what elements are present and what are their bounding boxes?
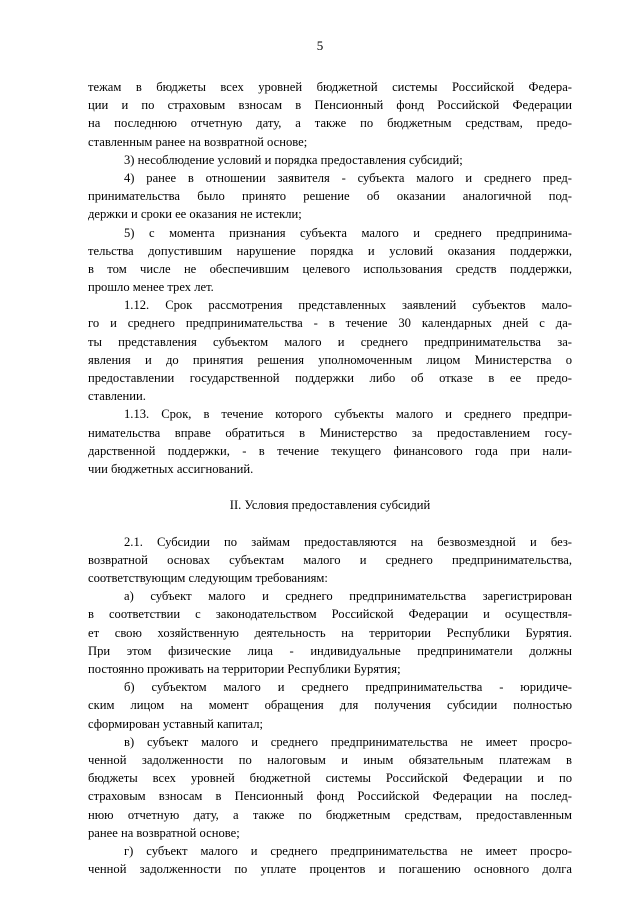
text-line: 1.12. Срок рассмотрения представленных заявлений субъектов мало-: [124, 298, 572, 313]
document-body: [88, 78, 572, 878]
text-line: в соответствии с законодательством Российской Федерации и осуществля-: [88, 607, 572, 622]
text-line: страховым взносам в Пенсионный фонд Российской Федерации на послед-: [88, 789, 572, 804]
text-line: 2.1. Субсидии по займам предоставляются на безвозмездной и без-: [124, 534, 572, 549]
text-line: дарственной поддержки, - в течение текущего финансового года при нали-: [88, 443, 572, 458]
text-line: сформирован уставный капитал;: [88, 716, 264, 731]
text-line: го и среднего предпринимательства - в течение 30 календарных дней с да-: [88, 316, 572, 331]
text-line: ставлении.: [88, 389, 146, 404]
text-line: тельства допустившим нарушение порядка и условий оказания поддержки,: [88, 243, 572, 258]
text-line: 1.13. Срок, в течение которого субъекты малого и среднего предпри-: [124, 407, 572, 422]
text-line: При этом физические лица - индивидуальные предприниматели должны: [88, 643, 572, 658]
paragraph-item-3: [88, 151, 572, 169]
text-line: 3) несоблюдение условий и порядка предоставления субсидий;: [124, 152, 463, 167]
paragraph-2-1: [88, 533, 572, 588]
text-line: б) субъектом малого и среднего предпринимательства - юридиче-: [124, 680, 572, 695]
text-line: ет свою хозяйственную деятельность на территории Республики Бурятия.: [88, 625, 572, 640]
text-line: держки и сроки ее оказания не истекли;: [88, 207, 302, 222]
spacer: [88, 478, 572, 496]
paragraph-1-13: [88, 405, 572, 478]
text-line: ставленным ранее на возвратной основе;: [88, 134, 308, 149]
text-line: на последнюю отчетную дату, а также по бюджетным средствам, предо-: [88, 116, 572, 131]
text-line: г) субъект малого и среднего предпринимательства не имеет просро-: [124, 843, 572, 858]
text-line: ченной задолженности по уплате процентов и погашению основного долга: [88, 862, 572, 877]
text-line: в том числе не обеспечившим целевого использования средств поддержки,: [88, 261, 572, 276]
text-line: 5) с момента признания субъекта малого и среднего предпринима-: [124, 225, 572, 240]
paragraph-item-v: [88, 733, 572, 842]
text-line: ции и по страховым взносам в Пенсионный фонд Российской Федерации: [88, 98, 572, 113]
text-line: чии бюджетных ассигнований.: [88, 461, 254, 476]
text-line: явления и до принятия решения уполномоченным лицом Министерства о: [88, 352, 572, 367]
text-line: нимательства вправе обратиться в Министерство за предоставлением госу-: [88, 425, 572, 440]
paragraph-item-5: [88, 224, 572, 297]
text-line: постоянно проживать на территории Республики Бурятия;: [88, 662, 401, 676]
text-line: а) субъект малого и среднего предпринимательства зарегистрирован: [124, 589, 572, 604]
text-line: соответствующим следующим требованиям:: [88, 571, 328, 586]
text-line: прошло менее трех лет.: [88, 280, 214, 295]
paragraph-item-g: [88, 842, 572, 878]
text-line: в) субъект малого и среднего предпринимательства не имеет просро-: [124, 734, 572, 749]
paragraph-item-4: [88, 169, 572, 224]
paragraph-continuation: [88, 78, 572, 151]
paragraph-1-12: [88, 296, 572, 405]
page-number: 5: [316, 38, 324, 53]
text-line: ченной задолженности по налоговым и иным обязательным платежам в: [88, 752, 572, 767]
text-line: принимательства было принято решение об оказании аналогичной под-: [88, 189, 572, 204]
text-line: ским лицом на момент обращения для получения субсидии полностью: [88, 698, 572, 713]
text-line: ранее на возвратной основе;: [88, 825, 240, 840]
text-line: ты представления субъектом малого и среднего предпринимательства за-: [88, 334, 572, 349]
spacer: [88, 515, 572, 533]
text-line: нюю отчетную дату, а также по бюджетным средствам, предоставленным: [88, 807, 572, 822]
paragraph-item-a: [88, 587, 572, 678]
paragraph-item-b: [88, 678, 572, 733]
text-line: тежам в бюджеты всех уровней бюджетной системы Российской Федера-: [88, 80, 572, 94]
text-line: 4) ранее в отношении заявителя - субъекта малого и среднего пред-: [124, 170, 572, 185]
text-line: предоставлении государственной поддержки либо об отказе в ее предо-: [88, 371, 572, 385]
section-heading: II. Условия предоставления субсидий: [229, 498, 431, 513]
text-line: бюджеты всех уровней бюджетной системы Российской Федерации и по: [88, 771, 572, 786]
text-line: возвратной основах субъектам малого и среднего предпринимательства,: [88, 552, 572, 567]
